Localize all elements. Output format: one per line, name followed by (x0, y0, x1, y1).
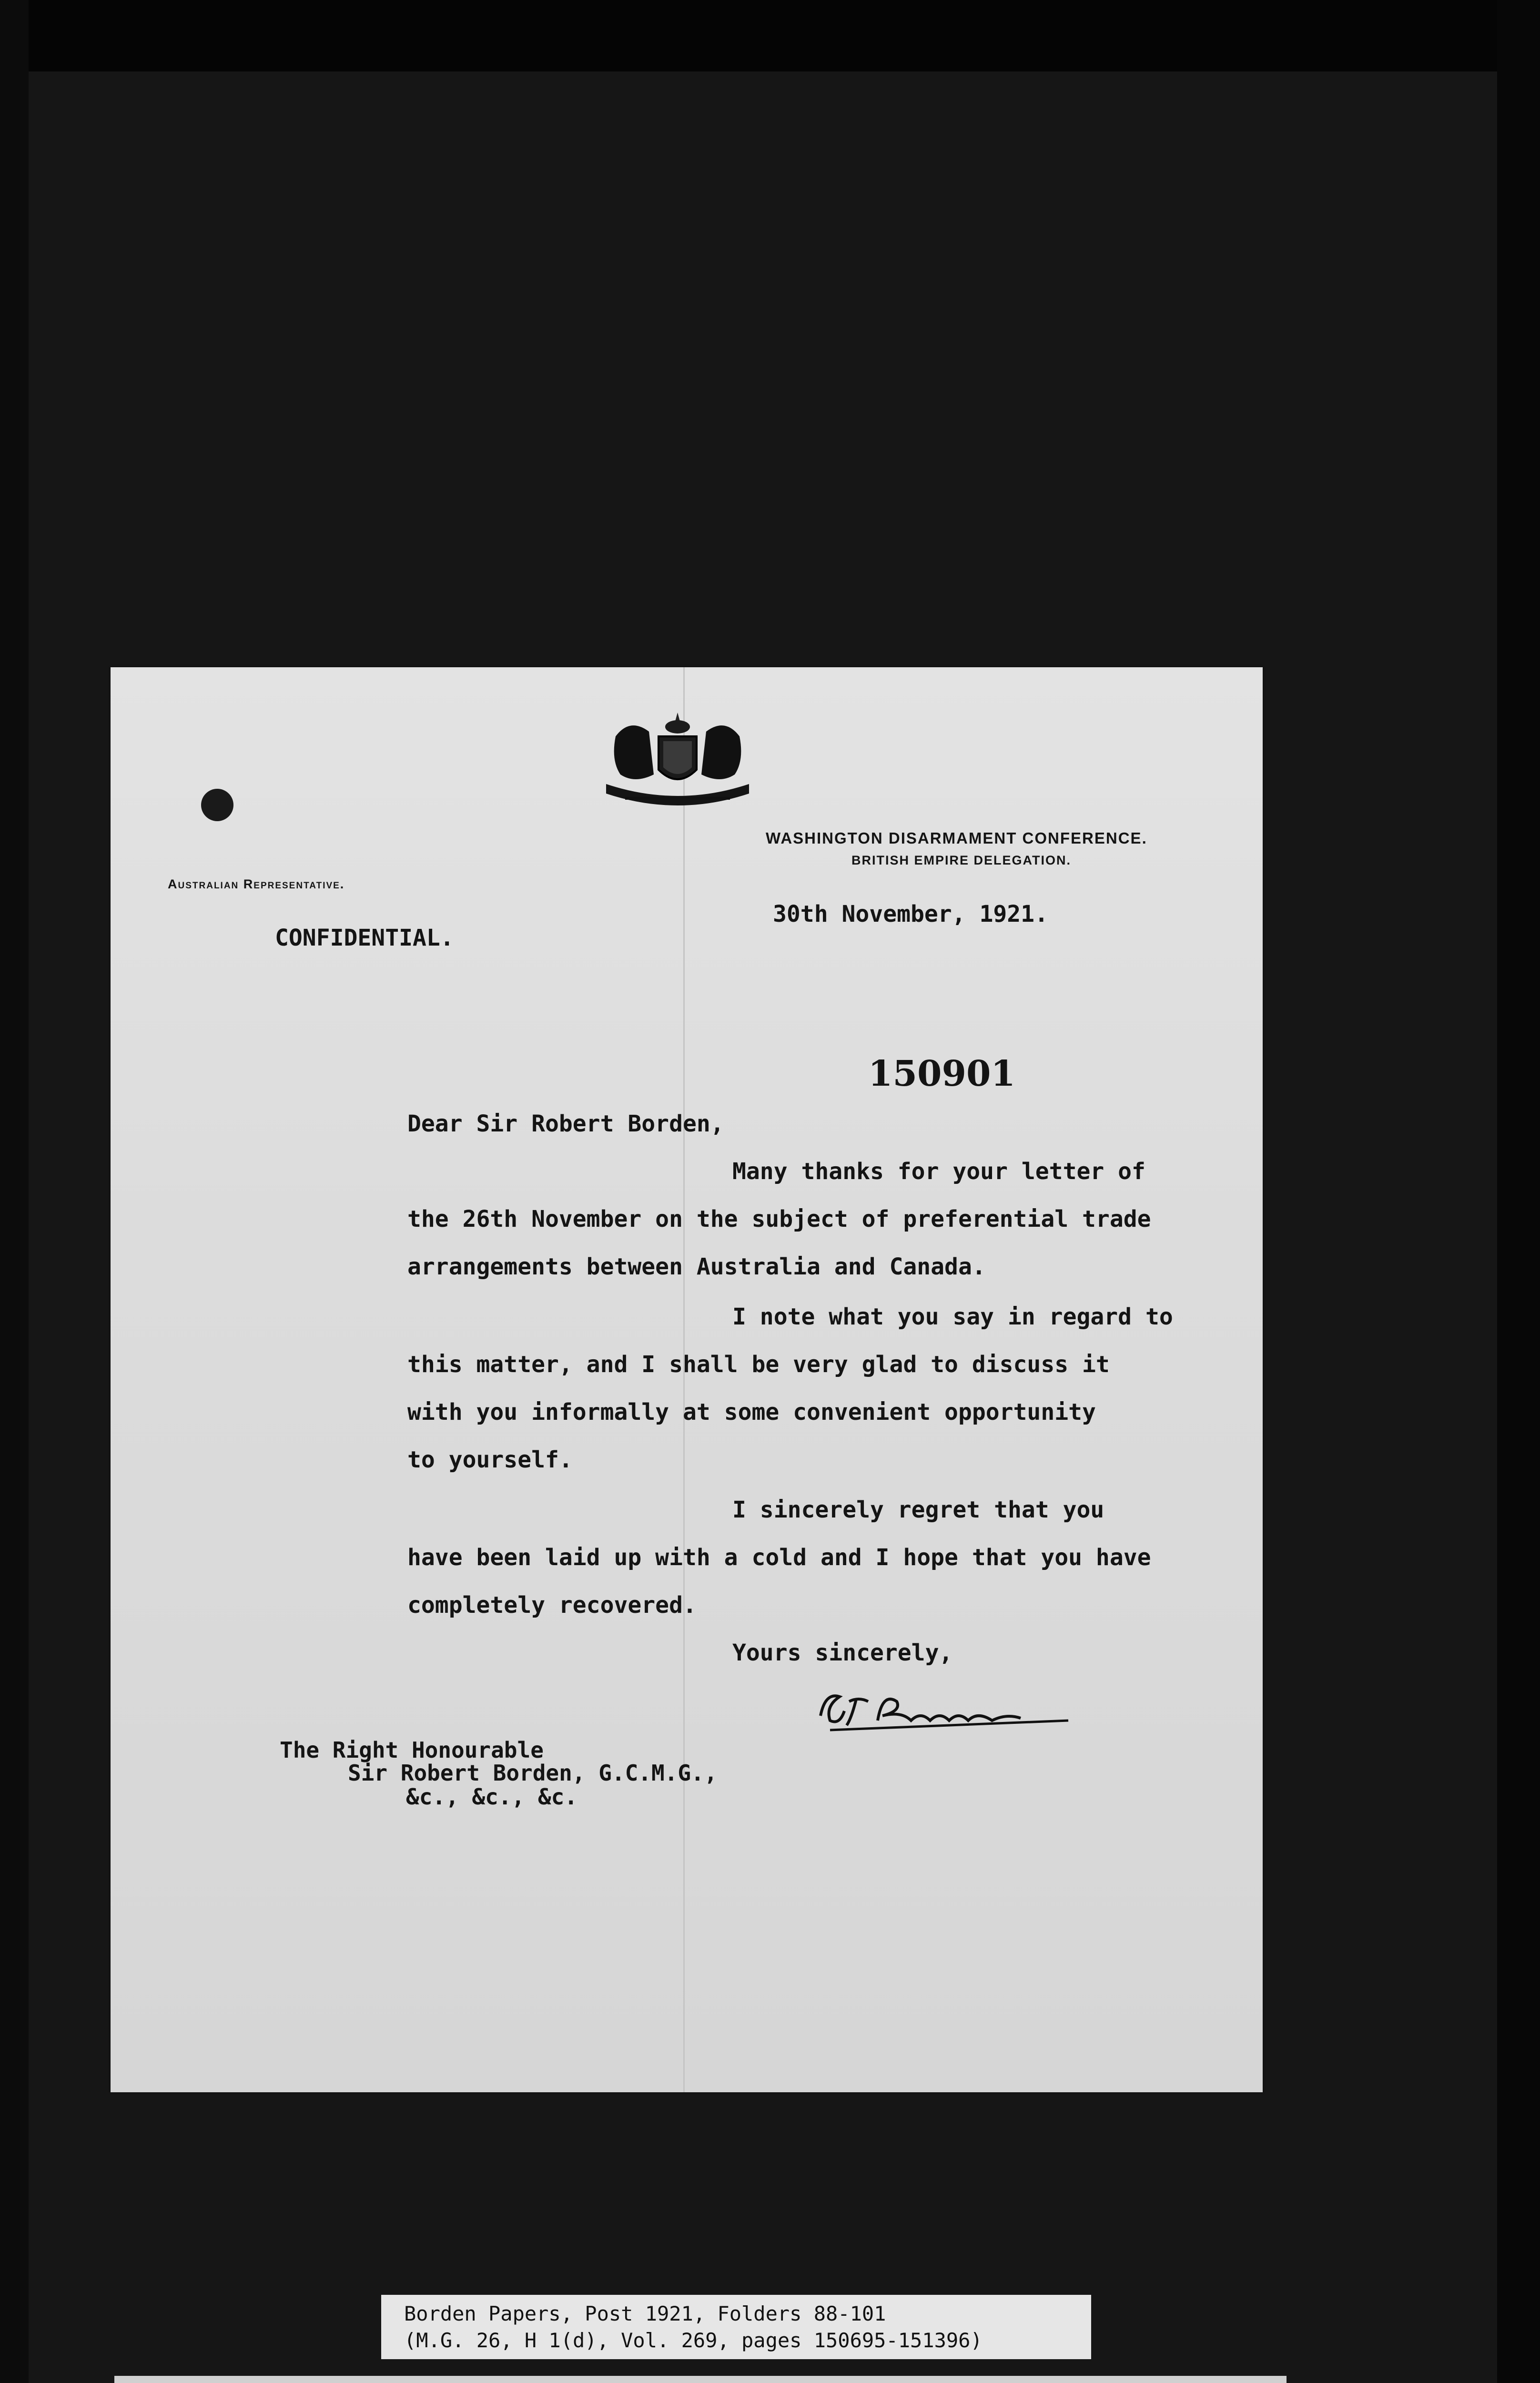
closing: Yours sincerely, (732, 1640, 953, 1666)
body-line: to yourself. (407, 1446, 573, 1473)
royal-coat-of-arms-icon (587, 703, 768, 808)
film-border-left (0, 0, 29, 2383)
reference-line: (M.G. 26, H 1(d), Vol. 269, pages 150695-151396) (404, 2329, 983, 2352)
conference-heading: WASHINGTON DISARMAMENT CONFERENCE. (766, 829, 1147, 847)
body-line: the 26th November on the subject of preferential trade (407, 1206, 1151, 1232)
body-line: I sincerely regret that you (732, 1497, 1104, 1523)
letter-page (111, 667, 1263, 2092)
punch-hole (201, 789, 233, 821)
film-border-right (1497, 0, 1540, 2383)
salutation: Dear Sir Robert Borden, (407, 1110, 724, 1137)
classification-label: CONFIDENTIAL. (275, 925, 454, 951)
film-border-top (0, 0, 1540, 71)
body-line: with you informally at some convenient opportunity (407, 1399, 1096, 1426)
representative-heading: Australian Representative. (168, 877, 345, 891)
delegation-heading: BRITISH EMPIRE DELEGATION. (851, 853, 1072, 867)
signature (811, 1682, 1078, 1740)
letter-date: 30th November, 1921. (773, 901, 1048, 927)
body-line: have been laid up with a cold and I hope that you have (407, 1544, 1151, 1571)
addressee-line: Sir Robert Borden, G.C.M.G., (348, 1760, 718, 1786)
reference-label (381, 2295, 1091, 2359)
body-line: this matter, and I shall be very glad to discuss it (407, 1351, 1110, 1378)
paper-fold-line (683, 667, 685, 2092)
body-line: Many thanks for your letter of (732, 1158, 1145, 1185)
addressee-line: &c., &c., &c. (406, 1784, 578, 1810)
body-line: I note what you say in regard to (732, 1304, 1173, 1330)
addressee-line: The Right Honourable (280, 1737, 544, 1763)
reference-line: Borden Papers, Post 1921, Folders 88-101 (404, 2302, 886, 2325)
body-line: completely recovered. (407, 1592, 697, 1619)
page-number-stamp: 150901 (868, 1053, 1015, 1094)
archives-board (114, 2376, 1287, 2383)
body-line: arrangements between Australia and Canada. (407, 1253, 986, 1280)
